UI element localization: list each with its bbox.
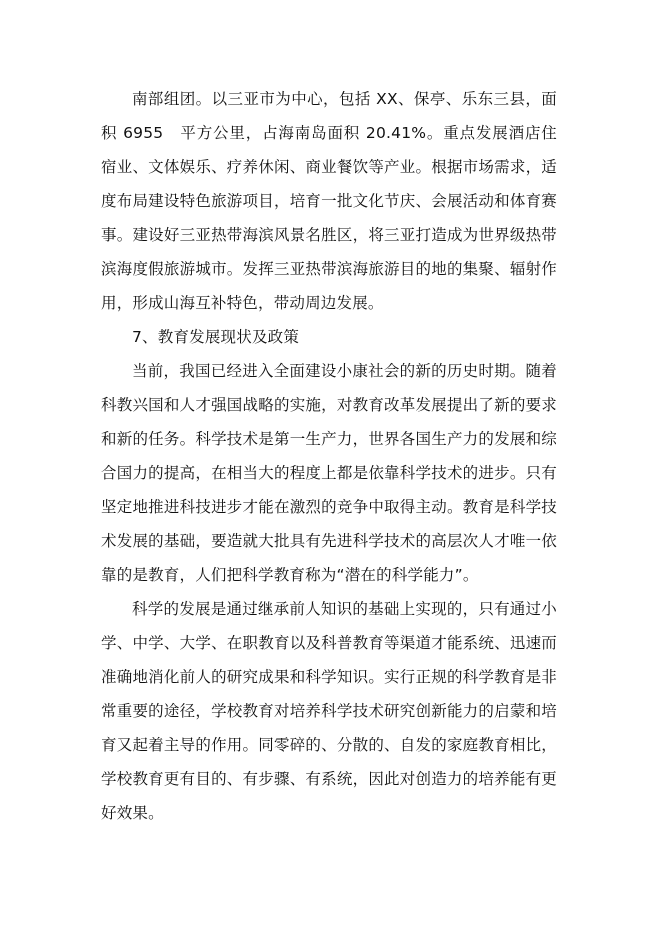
paragraph-science-development: 科学的发展是通过继承前人知识的基础上实现的，只有通过小学、中学、大学、在职教育以及科普教育等渠道才能系统、迅速而准确地消化前人的研究成果和科学知识。实行正规的科学教育是非常重要的途径，学校教育对培养科学技术研究创新能力的启蒙和培育又起着主导的作用。同零碎的、分散的、自发的家庭教育相比，学校教育更有目的、有步骤、有系统，因此对创造力的培养能有更好效果。 [101,600,557,822]
paragraph-education-current: 当前，我国已经进入全面建设小康社会的新的历史时期。随着科教兴国和人才强国战略的实施，对教育改革发展提出了新的要求和新的任务。科学技术是第一生产力，世界各国生产力的发展和综合国力的提高，在相当大的程度上都是依靠科学技术的进步。只有坚定地推进科技进步才能在激烈的竞争中取得主动。教育是科学技术发展的基础，要造就大批具有先进科学技术的高层次人才唯一依靠的是教育，人们把科学教育称为“潜在的科学能力”。 [101,362,557,584]
paragraph-southern-group: 南部组团。以三亚市为中心，包括 XX、保亭、乐东三县，面积 6955 平方公里，占海南岛面积 20.41%。重点发展酒店住宿业、文体娱乐、疗养休闲、商业餐饮等产业。根据市场需求，适度布局建设特色旅游项目，培育一批文化节庆、会展活动和体育赛事。建设好三亚热带海滨风景名胜区，将三亚打造成为世界级热带滨海度假旅游城市。发挥三亚热带滨海旅游目的地的集聚、辐射作用，形成山海互补特色，带动周边发展。 [101,90,557,312]
document-body [101,82,557,830]
section-heading-education: 7、教育发展现状及政策 [132,328,300,346]
